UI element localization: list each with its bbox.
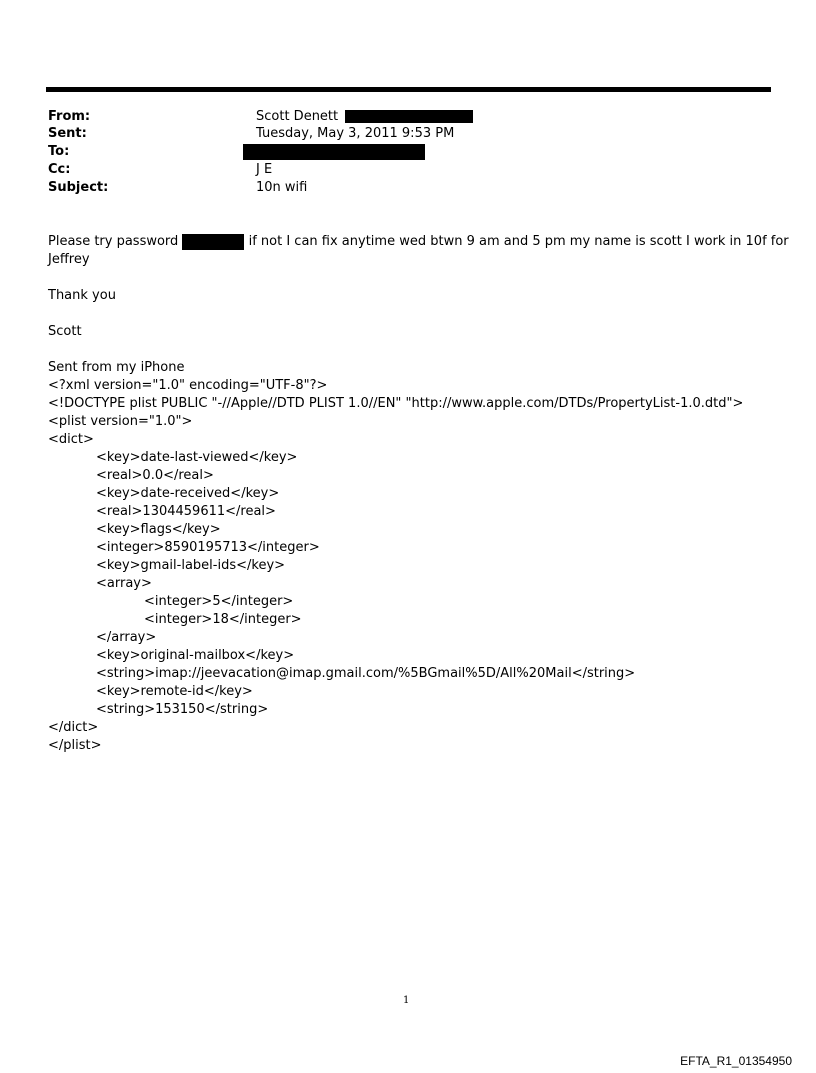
xml-line: <array> <box>96 576 152 591</box>
cc-value: J E <box>256 162 273 177</box>
xml-line: <key>gmail-label-ids</key> <box>96 558 286 573</box>
xml-line: <key>remote-id</key> <box>96 684 253 699</box>
xml-line: <real>1304459611</real> <box>96 504 276 519</box>
to-label: To: <box>48 144 70 159</box>
from-name: Scott Denett <box>256 109 339 124</box>
cc-label: Cc: <box>48 162 71 177</box>
xml-line: </array> <box>96 630 157 645</box>
xml-line: <key>date-last-viewed</key> <box>96 450 298 465</box>
redaction-bar <box>182 234 244 250</box>
sent-from-line: Sent from my iPhone <box>48 360 185 375</box>
sent-label: Sent: <box>48 126 87 141</box>
subject-row <box>48 179 648 197</box>
cc-row <box>48 161 648 179</box>
thanks-line: Thank you <box>48 288 116 303</box>
document-id: EFTA_R1_01354950 <box>680 1054 792 1068</box>
message-line-2: Jeffrey <box>48 252 90 267</box>
message-text-pre: Please try password <box>48 234 179 249</box>
xml-line: <string>imap://jeevacation@imap.gmail.com/%5BGmail%5D/All%20Mail</string> <box>96 666 636 681</box>
sent-value: Tuesday, May 3, 2011 9:53 PM <box>256 126 455 141</box>
message-text-post: if not I can fix anytime wed btwn 9 am and 5 pm my name is scott I work in 10f for <box>248 234 789 249</box>
xml-line: <key>flags</key> <box>96 522 221 537</box>
xml-line: <?xml version="1.0" encoding="UTF-8"?> <box>48 378 328 393</box>
xml-line: <key>original-mailbox</key> <box>96 648 295 663</box>
message-line-1 <box>48 233 789 251</box>
subject-label: Subject: <box>48 180 109 195</box>
from-label: From: <box>48 109 91 124</box>
xml-line: </dict> <box>48 720 99 735</box>
xml-line: <!DOCTYPE plist PUBLIC "-//Apple//DTD PLIST 1.0//EN" "http://www.apple.com/DTDs/PropertyList-1.0.dtd"> <box>48 396 744 411</box>
xml-line: <real>0.0</real> <box>96 468 214 483</box>
page-number: 1 <box>403 995 410 1006</box>
from-value <box>256 108 473 126</box>
xml-line: <key>date-received</key> <box>96 486 280 501</box>
from-row <box>48 108 648 126</box>
xml-line: <string>153150</string> <box>96 702 269 717</box>
sent-row <box>48 125 648 143</box>
xml-line: <plist version="1.0"> <box>48 414 193 429</box>
redaction-bar <box>345 110 473 123</box>
signature-line: Scott <box>48 324 82 339</box>
xml-line: <integer>5</integer> <box>144 594 294 609</box>
header-divider <box>46 87 771 92</box>
xml-line: </plist> <box>48 738 102 753</box>
xml-line: <dict> <box>48 432 94 447</box>
subject-value: 10n wifi <box>256 180 308 195</box>
redaction-bar <box>243 144 425 160</box>
to-value <box>243 143 425 161</box>
xml-line: <integer>18</integer> <box>144 612 302 627</box>
to-row <box>48 143 648 161</box>
xml-line: <integer>8590195713</integer> <box>96 540 320 555</box>
